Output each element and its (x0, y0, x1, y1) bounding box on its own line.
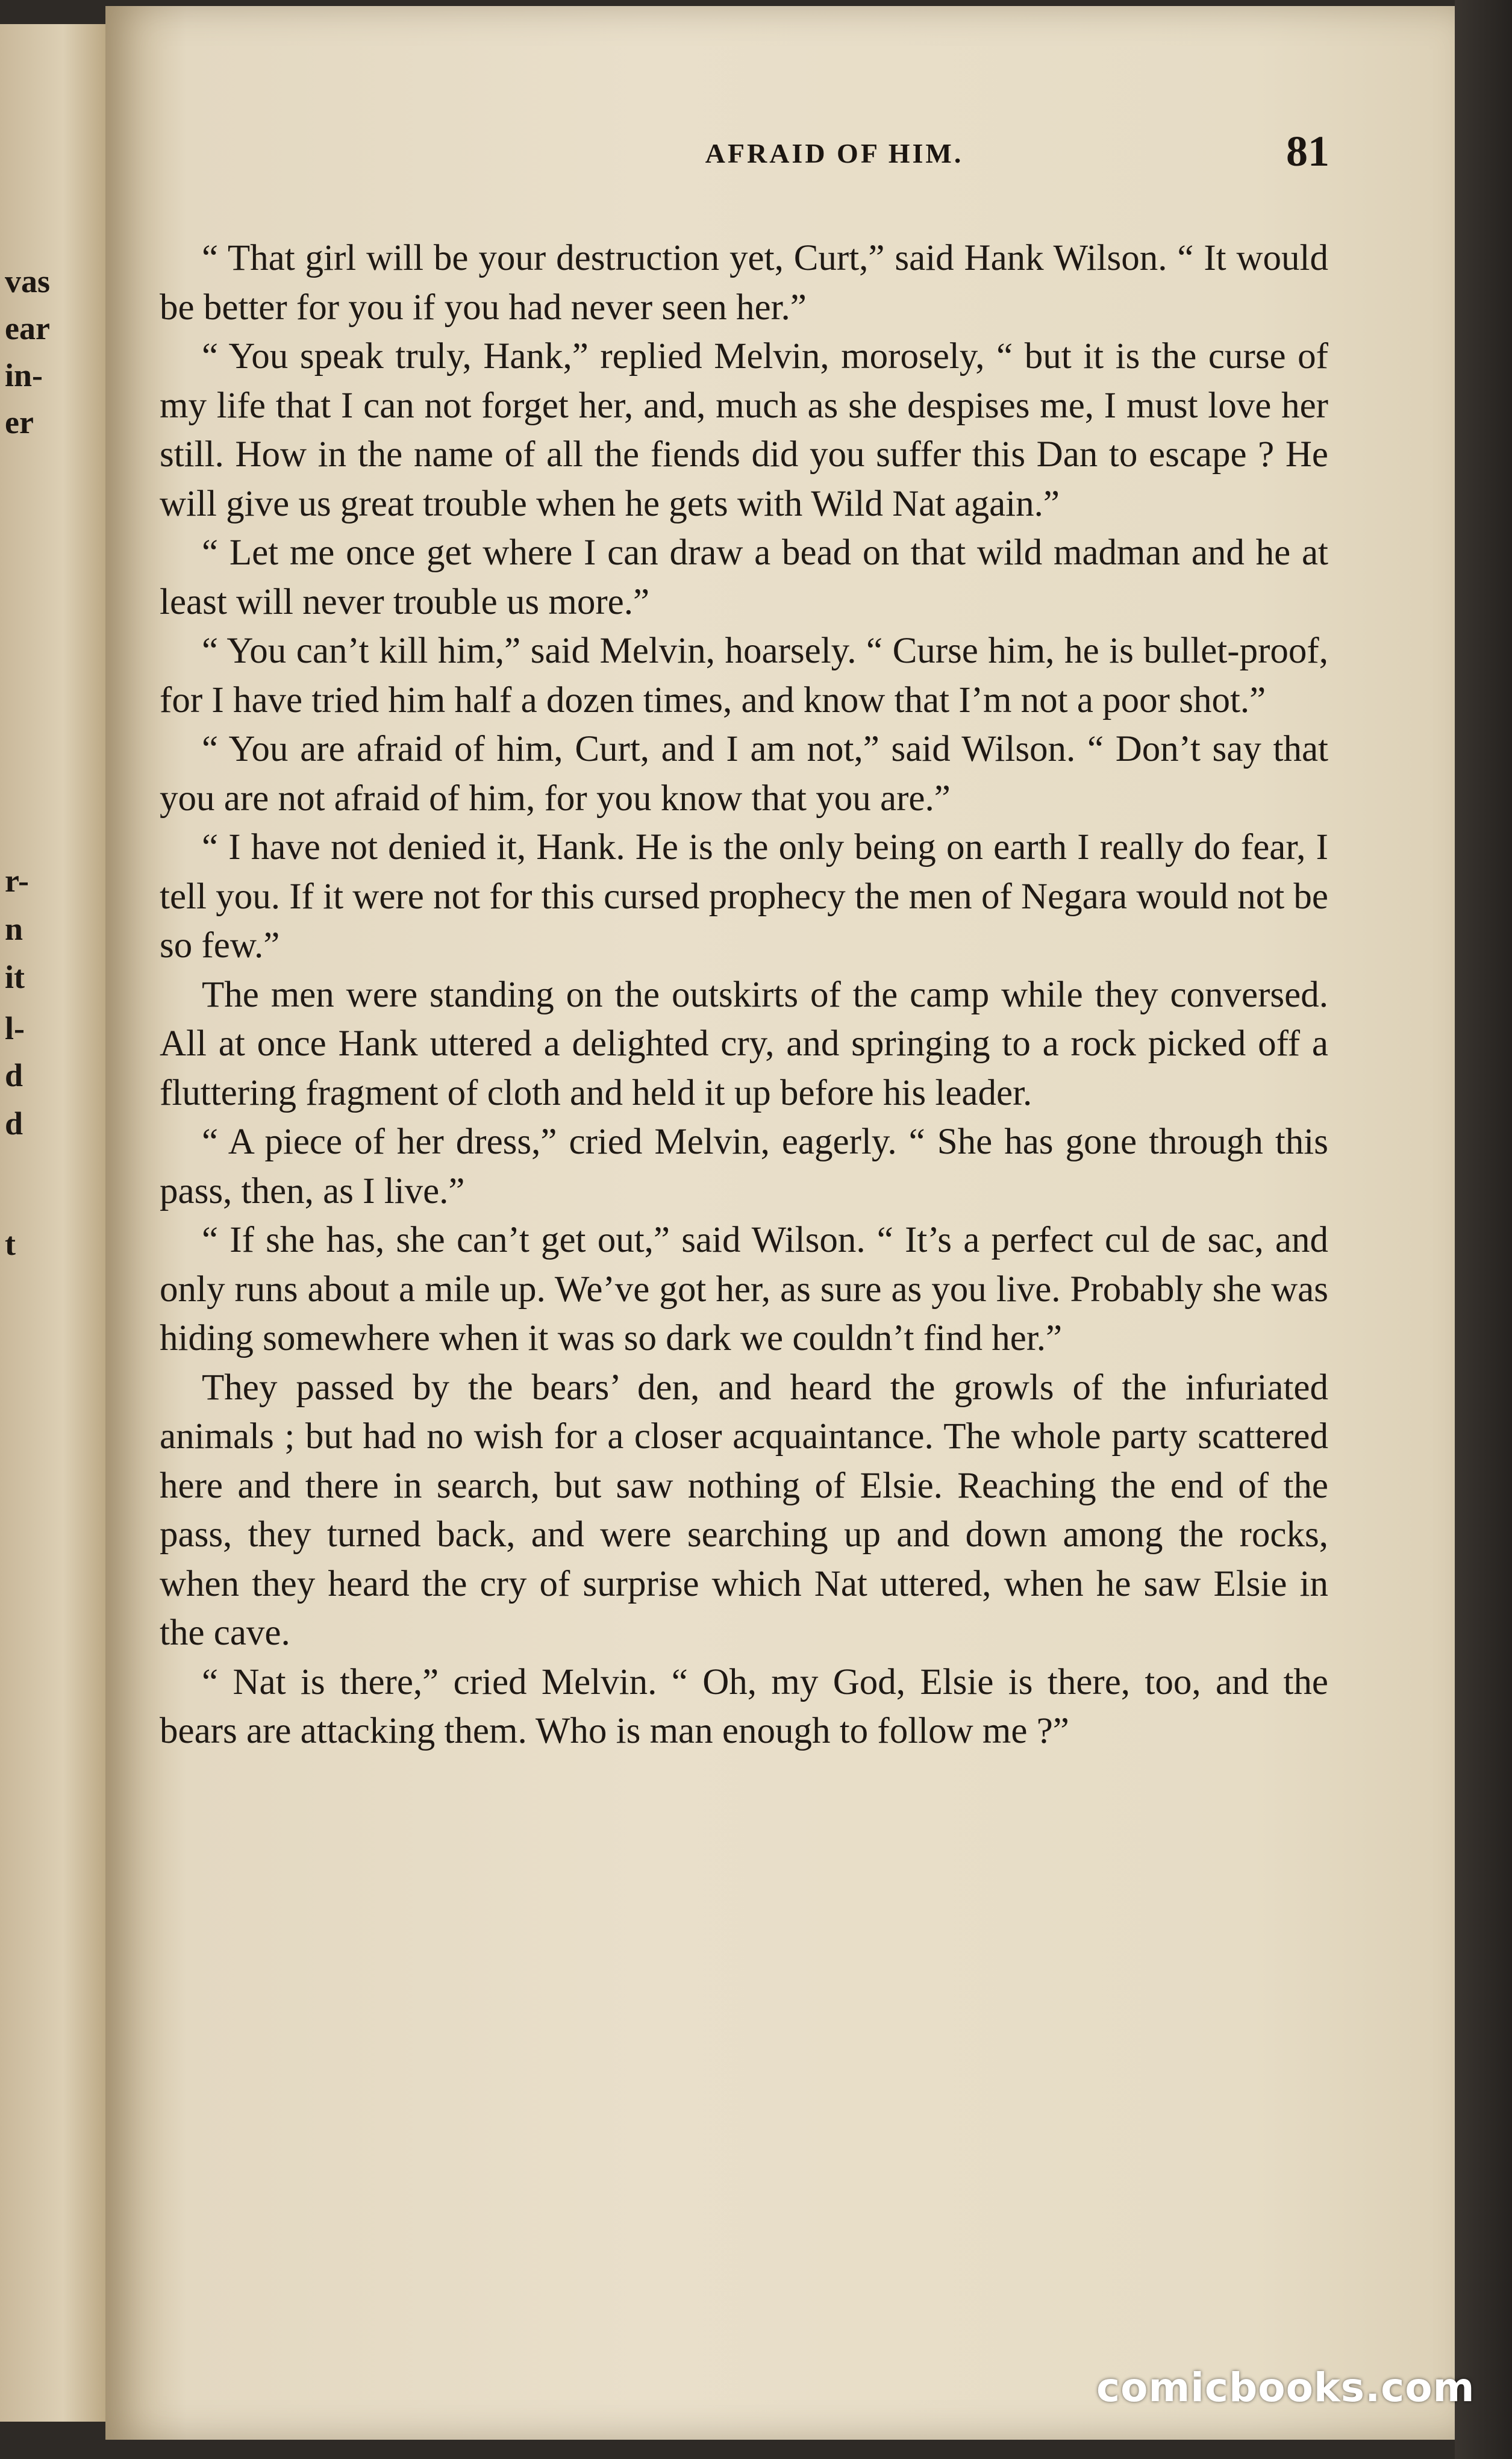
paragraph: “ That girl will be your destruction yet, Curt,” said Hank Wilson. “ It would be better for you if you had never seen her.” (160, 238, 1328, 328)
watermark: comicbooks.com (1096, 2364, 1475, 2411)
body-text (160, 234, 1328, 1756)
left-page-fragment: in- (5, 357, 43, 393)
left-page-fragment: l- (5, 1010, 25, 1046)
paragraph: “ You are afraid of him, Curt, and I am not,” said Wilson. “ Don’t say that you are not afraid of him, for you know that you are.” (160, 729, 1328, 819)
left-page-fragment: d (5, 1057, 23, 1093)
running-head: AFRAID OF HIM. (705, 138, 964, 169)
left-page-fragment: d (5, 1105, 23, 1142)
page-number: 81 (1286, 127, 1329, 175)
left-page-fragment: t (5, 1226, 16, 1262)
paragraph: “ You speak truly, Hank,” replied Melvin, morosely, “ but it is the curse of my life that I can not forget her, and, much as she despises me, I must love her still. How in the name of all the fiends did you suffer this Dan to escape ? He will give us great trouble when he gets with Wild Nat again.” (160, 336, 1328, 524)
left-page-fragment: vas (5, 263, 51, 299)
paragraph: The men were standing on the outskirts of the camp while they conversed. All at once Hank uttered a delighted cry, and springing to a rock picked off a fluttering fragment of cloth and held it up before his leader. (160, 974, 1328, 1113)
paragraph: “ Nat is there,” cried Melvin. “ Oh, my God, Elsie is there, too, and the bears are attacking them. Who is man enough to follow me ?” (160, 1661, 1328, 1751)
paragraph: They passed by the bears’ den, and heard the growls of the infuriated animals ; but had no wish for a closer acquaintance. The whole party scattered here and there in search, but saw nothing of Elsie. Reaching the end of the pass, they turned back, and were searching up and down among the rocks, when they heard the cry of surprise which Nat uttered, when he saw Elsie in the cave. (160, 1367, 1328, 1653)
background-edge (1455, 0, 1512, 2459)
left-page-edge (0, 24, 109, 2422)
left-page-fragment: ear (5, 310, 50, 346)
paragraph: “ I have not denied it, Hank. He is the only being on earth I really do fear, I tell you. If it were not for this cursed prophecy the men of Negara would not be so few.” (160, 827, 1328, 966)
paragraph: “ You can’t kill him,” said Melvin, hoarsely. “ Curse him, he is bullet-proof, for I have tried him half a dozen times, and know that I’m not a poor shot.” (160, 631, 1328, 720)
book-page (105, 6, 1455, 2440)
left-page-fragment: n (5, 911, 23, 947)
left-page-fragment: er (5, 404, 34, 440)
left-page-fragment: r- (5, 863, 29, 899)
paragraph: “ Let me once get where I can draw a bead on that wild madman and he at least will never trouble us more.” (160, 533, 1328, 622)
left-page-fragment: it (5, 959, 25, 995)
paragraph: “ If she has, she can’t get out,” said Wilson. “ It’s a perfect cul de sac, and only runs about a mile up. We’ve got her, as sure as you live. Probably she was hiding somewhere when it was so dark we couldn’t find her.” (160, 1220, 1328, 1358)
paragraph: “ A piece of her dress,” cried Melvin, eagerly. “ She has gone through this pass, then, as I live.” (160, 1122, 1328, 1211)
